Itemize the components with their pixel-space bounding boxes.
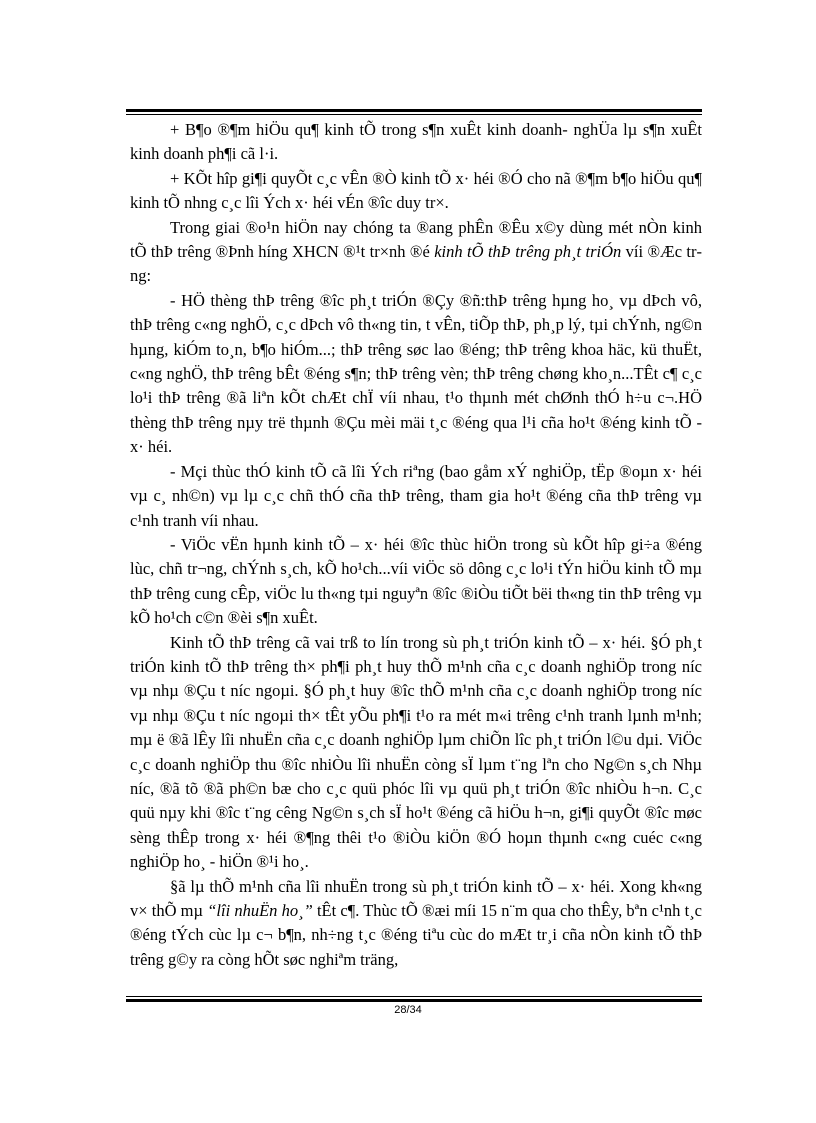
text-run: Trong giai ®o¹n hiÖn nay chóng ta ®ang phÊn ®Êu x©y dùng mét nÒn kinh tÕ thÞ trêng ®Þnh híng XHCN ®¹t tr×nh ®é (130, 217, 702, 262)
italic-phrase: “lîi nhuËn ho¸” (207, 901, 313, 920)
paragraph: - ViÖc vËn hµnh kinh tÕ – x· héi ®îc thùc hiÖn trong sù kÕt hîp gi÷a ®éng lùc, chñ tr¬ng, chÝnh s¸ch, kÕ ho¹ch...víi viÖc sö dông c¸c lo¹i tÝn hiÖu kinh tÕ mµ thÞ trêng cung cÊp, viÖc lu th«ng tµi nguyªn ®îc ®iÒu tiÕt bëi th«ng tin thÞ trêng vµ kÕ ho¹ch c©n ®èi s¶n xuÊt. (130, 534, 702, 628)
paragraph (130, 875, 702, 973)
paragraph: - Mçi thùc thÓ kinh tÕ cã lîi Ých riªng (bao gåm xÝ nghiÖp, tËp ®oµn x· héi vµ c¸ nh©n) vµ lµ c¸c chñ thÓ cña thÞ trêng, tham gia ho¹t ®éng cña thÞ trêng vµ c¹nh tranh víi nhau. (130, 461, 702, 530)
text-run: §ã lµ thÕ m¹nh cña lîi nhuËn trong sù ph¸t triÓn kinh tÕ – x· héi. Xong kh«ng v× thÕ mµ (130, 876, 702, 920)
page-number: 28/34 (394, 1004, 422, 1016)
footer-rule-thick (126, 999, 702, 1002)
text-run: víi ®Æc trng: (130, 242, 703, 286)
document-body (130, 118, 702, 972)
paragraph: Kinh tÕ thÞ trêng cã vai trß to lín trong sù ph¸t triÓn kinh tÕ – x· héi. §Ó ph¸t triÓn kinh tÕ thÞ trêng th× ph¶i ph¸t huy thÕ m¹nh cña c¸c doanh nghiÖp trong níc vµ nhµ ®Çu t níc ngoµi. §Ó ph¸t huy ®îc thÕ m¹nh cña c¸c doanh nghiÖp trong níc vµ nhµ ®Çu t níc ngoµi th× tÊt yÕu ph¶i t¹o ra mét m«i trêng c¹nh tranh lµnh m¹nh; mµ ë ®ã lÊy lîi nhuËn cña c¸c doanh nghiÖp lµm chiÕn lîc ph¸t triÓn l©u dµi. ViÖc c¸c doanh nghiÖp thu ®îc nhiÒu lîi nhuËn còng sÏ lµm t¨ng lªn cho Ng©n s¸ch Nhµ níc, ®ã tõ ®ã ph©n bæ cho c¸c quü phóc lîi vµ quü ph¸t triÓn ®îc nhiÒu h¬n. C¸c quü nµy khi ®îc t¨ng cêng Ng©n s¸ch sÏ ho¹t ®éng cã hiÖu h¬n, gi¶i quyÕt ®îc møc sèng thÊp trong x· héi ®¶ng thêi t¹o ®iÒu kiÖn ®Ó hoµn thµnh c«ng cuéc c«ng nghiÖp ho¸ - hiÖn ®¹i ho¸. (130, 632, 702, 872)
paragraph: + KÕt hîp gi¶i quyÕt c¸c vÊn ®Ò kinh tÕ x· héi ®Ó cho nã ®¶m b¶o hiÖu qu¶ kinh tÕ nhng c¸c lîi Ých x· héi vÉn ®îc duy tr×. (130, 168, 702, 213)
italic-phrase: kinh tÕ thÞ trêng ph¸t triÓn (434, 242, 622, 262)
text-run: tÊt c¶. Thùc tÕ ®æi míi 15 n¨m qua cho thÊy, bªn c¹nh t¸c ®éng tÝch cùc lµ c¬ b¶n, nh÷ng t¸c ®éng tiªu cùc do mÆt tr¸i cña nÒn kinh tÕ thÞ trêng g©y ra còng hÕt søc nghiªm träng, (130, 901, 702, 969)
header-rule-thick (126, 109, 702, 112)
paragraph: - HÖ thèng thÞ trêng ®îc ph¸t triÓn ®Çy ®ñ:thÞ trêng hµng ho¸ vµ dÞch vô, thÞ trêng c«ng nghÖ, c¸c dÞch vô th«ng tin, t vÊn, tiÕp thÞ, ph¸p lý, tµi chÝnh, ng©n hµng, kiÓm to¸n, b¶o hiÓm...; thÞ trêng søc lao ®éng; thÞ trêng khoa häc, kü thuËt, c«ng nghÖ, thÞ trêng bÊt ®éng s¶n; thÞ trêng vèn; thÞ trêng chøng kho¸n...TÊt c¶ c¸c lo¹i thÞ trêng ®ã liªn kÕt chÆt chÏ víi nhau, t¹o thµnh mét chØnh thÓ h÷u c¬.HÖ thèng thÞ trêng nµy trë thµnh ®Çu mèi mäi t¸c ®éng qua l¹i cña ho¹t ®éng kinh tÕ - x· héi. (130, 290, 702, 457)
paragraph (130, 216, 702, 289)
footer-rule-thin (126, 996, 702, 997)
paragraph: + B¶o ®¶m hiÖu qu¶ kinh tÕ trong s¶n xuÊt kinh doanh- nghÜa lµ s¶n xuÊt kinh doanh ph¶i cã l·i. (130, 120, 702, 164)
header-rule-thin (126, 114, 702, 115)
